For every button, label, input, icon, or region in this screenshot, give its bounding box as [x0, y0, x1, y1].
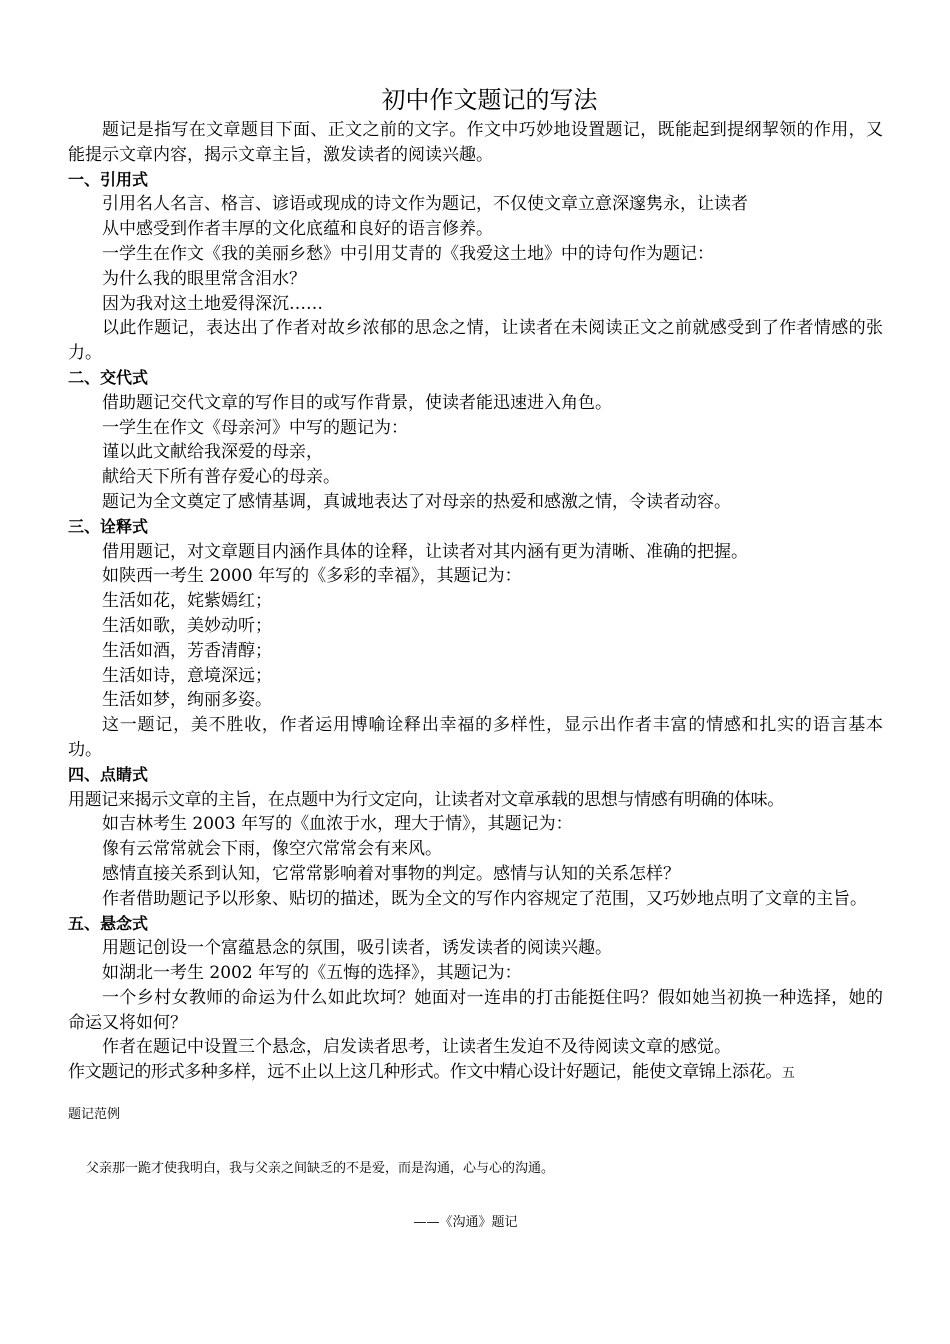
closing-text: 作文题记的形式多种多样，远不止以上这几种形式。作文中精心设计好题记，能使文章锦上添花。: [68, 1062, 782, 1083]
section-heading-highlight: 四、点睛式: [68, 764, 149, 784]
paragraph-line: 作者在题记中设置三个悬念，启发读者思考，让读者生发迫不及待阅读文章的感觉。: [102, 1037, 731, 1058]
paragraph-line: 用题记创设一个富蕴悬念的氛围，吸引读者，诱发读者的阅读兴趣。: [102, 938, 612, 959]
paragraph-line: 从中感受到作者丰厚的文化底蕴和良好的语言修养。: [102, 219, 493, 240]
document-page: [68, 82, 883, 1233]
quote-line: 生活如花，姹紫嫣红；: [102, 591, 272, 612]
paragraph-line: 如湖北一考生 2002 年写的《五悔的选择》，其题记为：: [102, 963, 522, 984]
intro-paragraph: 题记是指写在文章题目下面、正文之前的文字。作文中巧妙地设置题记，既能起到提纲挈领的作用，又能提示文章内容，揭示文章主旨，激发读者的阅读兴趣。: [68, 120, 883, 165]
closing-paragraph: [68, 1060, 883, 1087]
quote-line: 为什么我的眼里常含泪水？: [102, 268, 306, 289]
paragraph-line: 引用名人名言、格言、谚语或现成的诗文作为题记，不仅使文章立意深邃隽永，让读者: [102, 194, 748, 215]
quote-line: 感情直接关系到认知，它常常影响着对事物的判定。感情与认知的关系怎样？: [102, 863, 680, 884]
closing-tail: 五: [781, 1066, 795, 1082]
paragraph-line: 如陕西一考生 2000 年写的《多彩的幸福》，其题记为：: [102, 566, 522, 587]
quote-line: 像有云常常就会下雨，像空穴常常会有来风。: [102, 839, 442, 860]
paragraph: 这一题记，美不胜收，作者运用博喻诠释出幸福的多样性，显示出作者丰富的情感和扎实的语言基本功。: [68, 715, 883, 760]
page-title: 初中作文题记的写法: [381, 86, 598, 114]
paragraph: 作者借助题记予以形象、贴切的描述，既为全文的写作内容规定了范围，又巧妙地点明了文章的主旨。: [102, 888, 867, 909]
quote-line: 生活如歌，美妙动听；: [102, 615, 272, 636]
quote-paragraph: 一个乡村女教师的命运为什么如此坎坷？她面对一连串的打击能挺住吗？假如她当初换一种选择，她的命运又将如何？: [68, 987, 883, 1033]
paragraph-line: 一学生在作文《母亲河》中写的题记为：: [102, 417, 408, 438]
quote-line: 献给天下所有普存爱心的母亲。: [102, 467, 340, 488]
paragraph-line: 如吉林考生 2003 年写的《血浓于水，理大于情》，其题记为：: [102, 814, 573, 835]
paragraph-line: 用题记来揭示文章的主旨，在点题中为行文定向，让读者对文章承载的思想与情感有明确的体味。: [68, 789, 784, 810]
quote-line: 因为我对这土地爱得深沉……: [102, 293, 323, 314]
paragraph-line: 题记为全文奠定了感情基调，真诚地表达了对母亲的热爱和感激之情，令读者动容。: [102, 491, 731, 512]
quote-line: 谨以此文献给我深爱的母亲，: [102, 442, 323, 463]
paragraph: 以此作题记，表达出了作者对故乡浓郁的思念之情，让读者在未阅读正文之前就感受到了作者情感的张力。: [68, 318, 883, 364]
section-heading-interpret: 三、诠释式: [68, 516, 149, 536]
sample-body: 父亲那一跪才使我明白，我与父亲之间缺乏的不是爱，而是沟通，心与心的沟通。: [86, 1161, 555, 1177]
paragraph-line: 借助题记交代文章的写作目的或写作背景，使读者能迅速进入角色。: [102, 392, 612, 413]
section-heading-quote: 一、引用式: [68, 169, 149, 189]
quote-line: 生活如梦，绚丽多姿。: [102, 690, 272, 711]
paragraph-line: 借用题记，对文章题目内涵作具体的诠释，让读者对其内涵有更为清晰、准确的把握。: [102, 541, 748, 562]
section-heading-explain: 二、交代式: [68, 367, 149, 387]
quote-line: 生活如诗，意境深远；: [102, 665, 272, 686]
paragraph-line: 一学生在作文《我的美丽乡愁》中引用艾青的《我爱这土地》中的诗句作为题记：: [102, 243, 714, 264]
samples-heading: 题记范例: [68, 1107, 121, 1123]
section-heading-suspense: 五、悬念式: [68, 913, 149, 933]
sample-source: ——《沟通》题记: [413, 1215, 518, 1231]
quote-line: 生活如酒，芳香清醇；: [102, 640, 272, 661]
